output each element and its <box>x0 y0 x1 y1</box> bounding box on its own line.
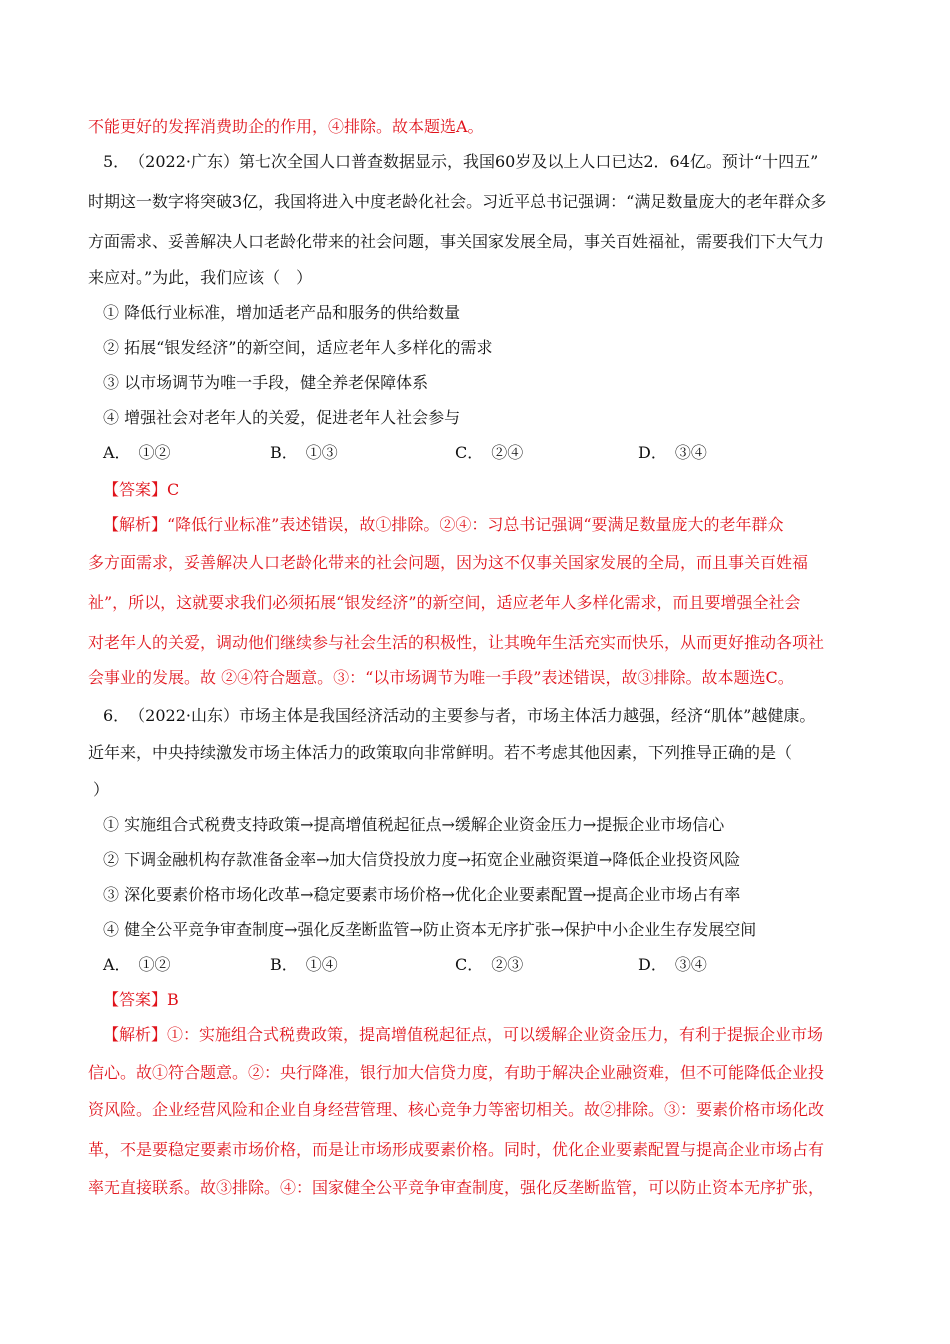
question-5-stem: 时期这一数字将突破3亿，我国将进入中度老龄化社会。习近平总书记强调：“满足数量庞大的老年群众多 <box>88 192 827 211</box>
question-6-stem: 近年来，中央持续激发市场主体活力的政策取向非常鲜明。若不考虑其他因素，下列推导正确的是（ <box>88 743 793 762</box>
answer-5: 【答案】C <box>103 480 180 499</box>
question-5-stem: 5． （2022·广东）第七次全国人口普查数据显示，我国60岁及以上人口已达2．64亿。预计“十四五” <box>103 152 819 171</box>
analysis-6: 率无直接联系。故③排除。④：国家健全公平竞争审查制度，强化反垄断监管，可以防止资本无序扩张， <box>88 1178 825 1197</box>
question-6-option-c: C． ②③ <box>455 955 524 974</box>
question-6-item: ② 下调金融机构存款准备金率→加大信贷投放力度→拓宽企业融资渠道→降低企业投资风险 <box>103 850 741 869</box>
question-5-option-c: C． ②④ <box>455 443 524 462</box>
analysis-5: 会事业的发展。故 ②④符合题意。③：“以市场调节为唯一手段”表述错误，故③排除。故本题选C。 <box>88 668 794 687</box>
question-6-option-b: B． ①④ <box>270 955 338 974</box>
analysis-5: 祉”，所以，这就要求我们必须拓展“银发经济”的新空间，适应老年人多样化需求，而且要增强全社会 <box>88 593 801 612</box>
question-6-item: ③ 深化要素价格市场化改革→稳定要素市场价格→优化企业要素配置→提高企业市场占有率 <box>103 885 741 904</box>
question-6-option-a: A． ①② <box>103 955 171 974</box>
question-5-stem: 来应对。”为此，我们应该（ ） <box>88 268 313 287</box>
question-5-item: ① 降低行业标准，增加适老产品和服务的供给数量 <box>103 303 461 322</box>
question-5-option-b: B． ①③ <box>270 443 338 462</box>
question-5-option-a: A． ①② <box>103 443 171 462</box>
question-5-item: ③ 以市场调节为唯一手段，健全养老保障体系 <box>103 373 429 392</box>
question-5-option-d: D． ③④ <box>638 443 707 462</box>
analysis-6: 信心。故①符合题意。②：央行降准，银行加大信贷力度，有助于解决企业融资难，但不可能降低企业投 <box>88 1063 825 1082</box>
analysis-6: 【解析】①：实施组合式税费政策，提高增值税起征点，可以缓解企业资金压力，有利于提振企业市场 <box>103 1025 824 1044</box>
question-5-stem: 方面需求、妥善解决人口老龄化带来的社会问题，事关国家发展全局，事关百姓福祉，需要我们下大气力 <box>88 232 825 251</box>
question-6-item: ④ 健全公平竞争审查制度→强化反垄断监管→防止资本无序扩张→保护中小企业生存发展空间 <box>103 920 757 939</box>
answer-6: 【答案】B <box>103 990 179 1009</box>
question-5-item: ② 拓展“银发经济”的新空间，适应老年人多样化的需求 <box>103 338 493 357</box>
analysis-5: 多方面需求，妥善解决人口老龄化带来的社会问题，因为这不仅事关国家发展的全局，而且事关百姓福 <box>88 553 809 572</box>
question-6-stem: ） <box>93 780 110 799</box>
question-6-option-d: D． ③④ <box>638 955 707 974</box>
analysis-5: 【解析】“降低行业标准”表述错误，故①排除。②④：习总书记强调“要满足数量庞大的老年群众 <box>103 515 784 534</box>
question-6-item: ① 实施组合式税费支持政策→提高增值税起征点→缓解企业资金压力→提振企业市场信心 <box>103 815 725 834</box>
question-6-stem: 6． （2022·山东）市场主体是我国经济活动的主要参与者，市场主体活力越强，经济“肌体”越健康。 <box>103 706 816 725</box>
question-5-item: ④ 增强社会对老年人的关爱，促进老年人社会参与 <box>103 408 461 427</box>
analysis-6: 革，不是要稳定要素市场价格，而是让市场形成要素价格。同时，优化企业要素配置与提高企业市场占有 <box>88 1140 825 1159</box>
analysis-5: 对老年人的关爱，调动他们继续参与社会生活的积极性，让其晚年生活充实而快乐，从而更好推动各项社 <box>88 633 825 652</box>
analysis-line: 不能更好的发挥消费助企的作用，④排除。故本题选A。 <box>88 117 484 136</box>
analysis-6: 资风险。企业经营风险和企业自身经营管理、核心竞争力等密切相关。故②排除。③：要素价格市场化改 <box>88 1100 825 1119</box>
